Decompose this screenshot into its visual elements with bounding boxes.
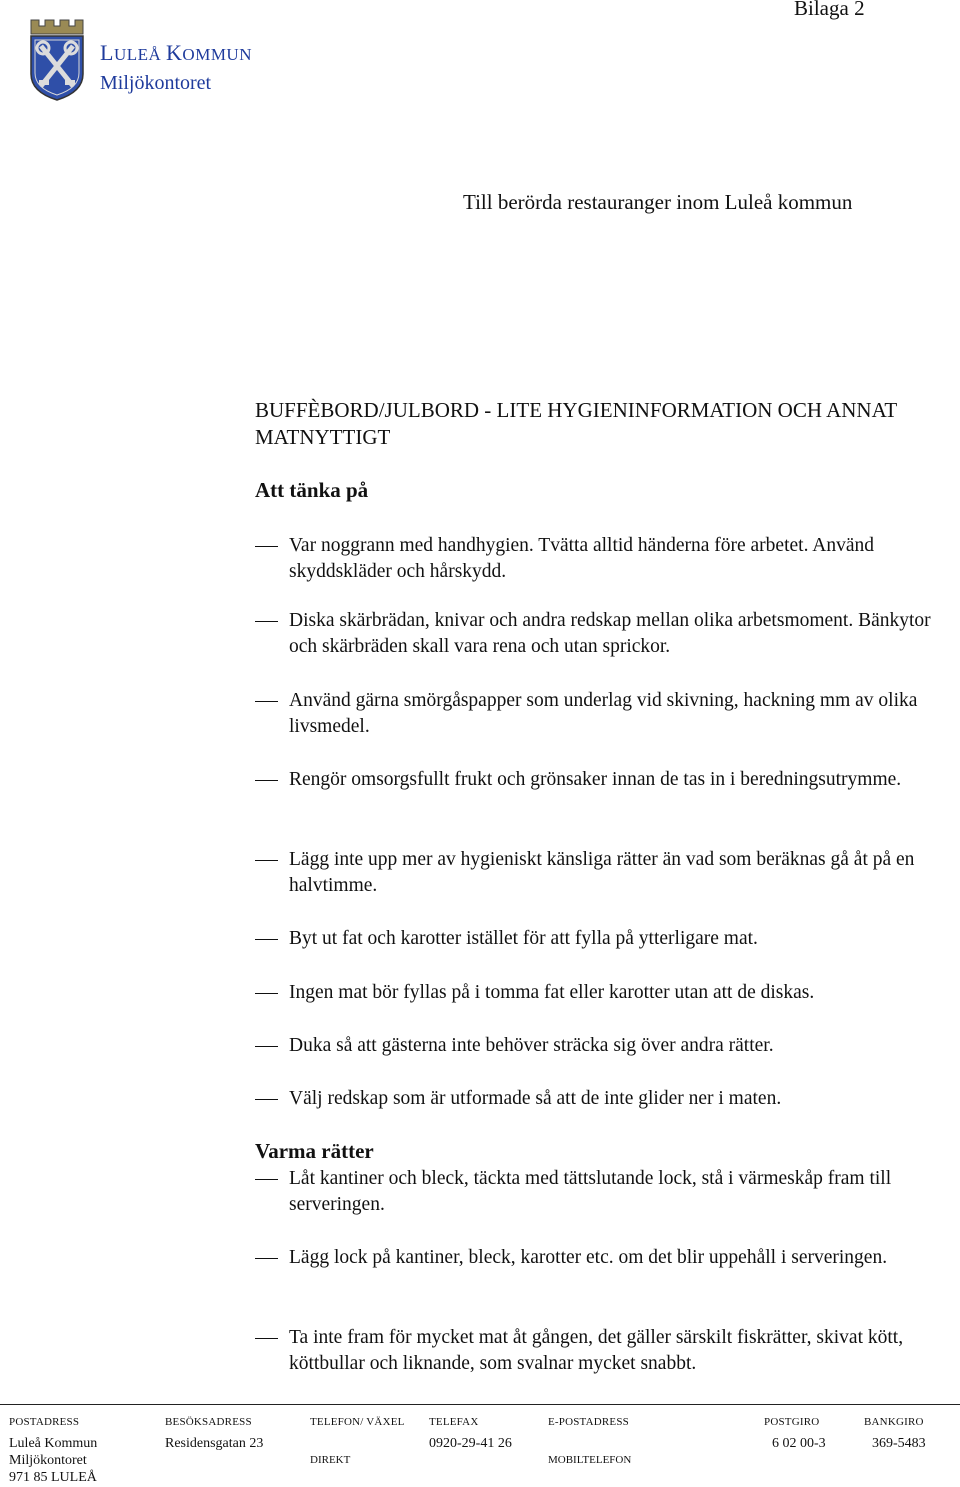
footer-postal-line: Miljökontoret — [9, 1453, 87, 1468]
footer-header-phone: TELEFON/ VÄXEL — [310, 1416, 405, 1428]
org-rest-2: OMMUN — [182, 45, 252, 64]
attachment-label: Bilaga 2 — [794, 0, 865, 20]
footer-header-bankgiro: BANKGIRO — [864, 1416, 924, 1428]
footer-mobile-label: MOBILTELEFON — [548, 1454, 632, 1466]
dash-bullet — [255, 701, 278, 702]
footer-bankgiro-number: 369-5483 — [872, 1436, 926, 1451]
footer-postal-line: Luleå Kommun — [9, 1436, 98, 1451]
footer-header-email: E-POSTADRESS — [548, 1416, 629, 1428]
footer-postal-line: 971 85 LULEÅ — [9, 1470, 97, 1485]
dash-bullet — [255, 546, 278, 547]
dash-bullet — [255, 780, 278, 781]
department-name: Miljökontoret — [100, 72, 212, 94]
coat-of-arms-logo — [27, 16, 87, 102]
list-item: Välj redskap som är utformade så att de inte glider ner i maten. — [255, 1086, 945, 1112]
list-item: Diska skärbrädan, knivar och andra redskap mellan olika arbetsmoment. Bänkytor och skärbräden skall vara rena och utan sprickor. — [255, 608, 945, 660]
list-item: Ta inte fram för mycket mat åt gången, det gäller särskilt fiskrätter, skivat kött, köttbullar och liknande, som svalnar mycket snabbt. — [255, 1325, 945, 1377]
footer-direct-label: DIREKT — [310, 1454, 351, 1466]
section-heading-varma-ratter: Varma rätter — [255, 1139, 374, 1163]
footer-divider — [0, 1404, 960, 1405]
dash-bullet — [255, 1179, 278, 1180]
section-heading-att-tanka-pa: Att tänka på — [255, 478, 369, 502]
dash-bullet — [255, 1338, 278, 1339]
footer-header-postgiro: POSTGIRO — [764, 1416, 820, 1428]
footer-visit-address: Residensgatan 23 — [165, 1436, 264, 1451]
dash-bullet — [255, 860, 278, 861]
list-item: Var noggrann med handhygien. Tvätta alltid händerna före arbetet. Använd skyddskläder och hårskydd. — [255, 533, 945, 585]
dash-bullet — [255, 621, 278, 622]
list-item: Låt kantiner och bleck, täckta med tättslutande lock, stå i värmeskåp fram till serveringen. — [255, 1166, 945, 1218]
footer-header-postal: POSTADRESS — [9, 1416, 80, 1428]
dash-bullet — [255, 1258, 278, 1259]
org-initial-1: L — [100, 40, 114, 65]
dash-bullet — [255, 1046, 278, 1047]
footer-header-visit: BESÖKSADRESS — [165, 1416, 252, 1428]
footer-header-fax: TELEFAX — [429, 1416, 479, 1428]
dash-bullet — [255, 993, 278, 994]
list-item: Lägg inte upp mer av hygieniskt känsliga rätter än vad som beräknas gå åt på en halvtimme. — [255, 847, 945, 899]
list-item: Duka så att gästerna inte behöver sträcka sig över andra rätter. — [255, 1033, 945, 1059]
list-item: Rengör omsorgsfullt frukt och grönsaker innan de tas in i beredningsutrymme. — [255, 767, 945, 793]
org-initial-2: K — [166, 40, 183, 65]
list-item: Ingen mat bör fyllas på i tomma fat eller karotter utan att de diskas. — [255, 980, 945, 1006]
list-item: Byt ut fat och karotter istället för att fylla på ytterligare mat. — [255, 926, 945, 952]
document-title: BUFFÈBORD/JULBORD - LITE HYGIENINFORMATION OCH ANNAT MATNYTTIGT — [255, 398, 897, 449]
list-item: Lägg lock på kantiner, bleck, karotter etc. om det blir uppehåll i serveringen. — [255, 1245, 945, 1271]
footer-postgiro-number: 6 02 00-3 — [772, 1436, 826, 1451]
dash-bullet — [255, 939, 278, 940]
dash-bullet — [255, 1099, 278, 1100]
org-rest-1: ULEÅ — [113, 45, 167, 64]
organization-name — [100, 40, 252, 66]
recipient-line: Till berörda restauranger inom Luleå kommun — [463, 190, 853, 214]
footer-fax-number: 0920-29-41 26 — [429, 1436, 512, 1451]
list-item: Använd gärna smörgåspapper som underlag vid skivning, hackning mm av olika livsmedel. — [255, 688, 945, 740]
